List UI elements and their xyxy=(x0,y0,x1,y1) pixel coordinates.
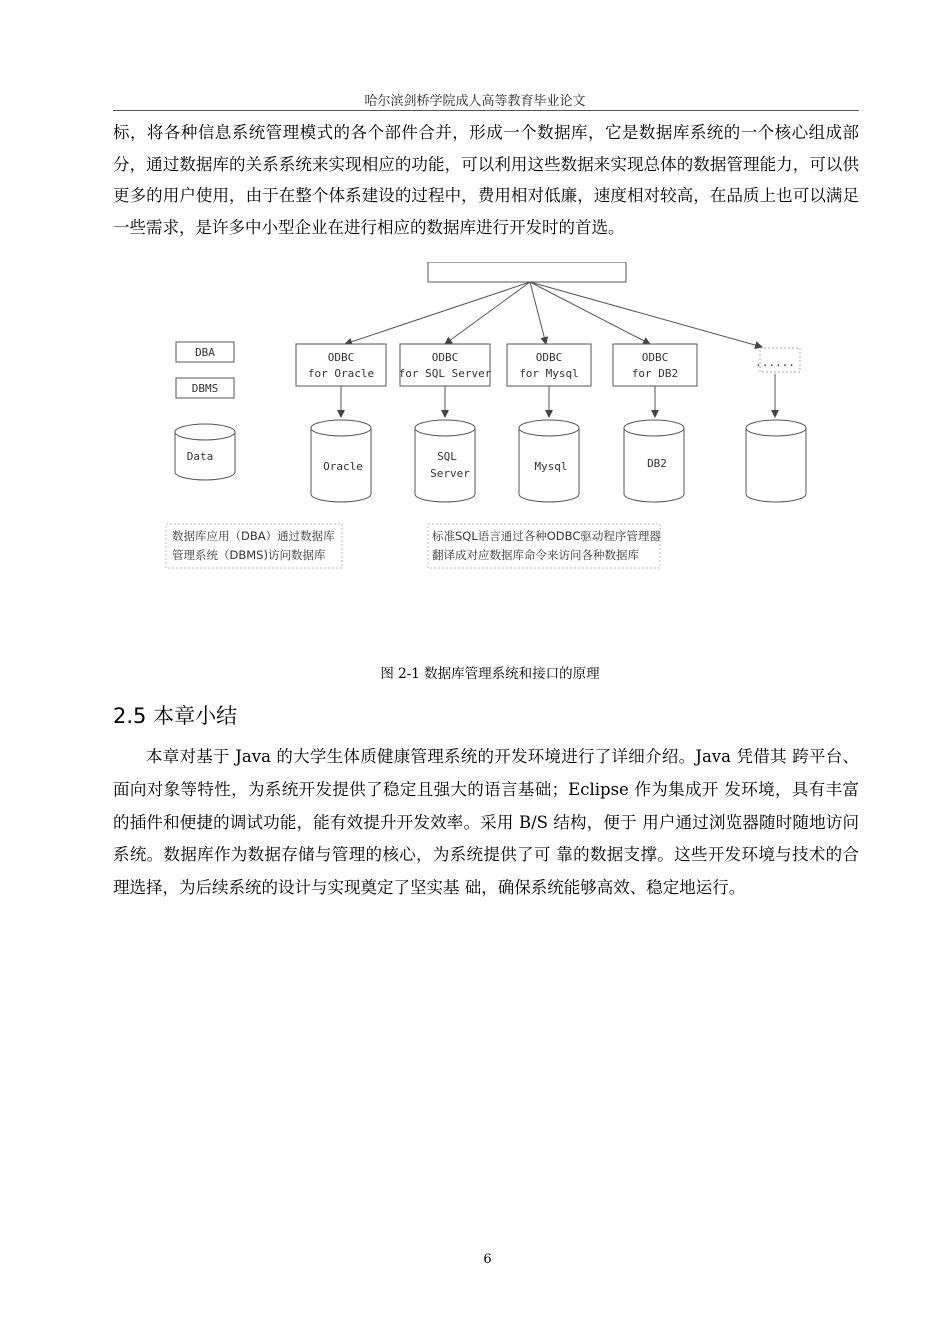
db-label-db2: DB2 xyxy=(647,457,667,470)
section-heading: 2.5 本章小结 xyxy=(113,704,238,728)
note-left-line2: 管理系统（DBMS)访问数据库 xyxy=(172,548,326,562)
db-label-mysql: Mysql xyxy=(534,460,568,473)
driver-oracle xyxy=(296,344,386,386)
header-rule xyxy=(113,110,859,111)
dba-label: DBA xyxy=(195,346,215,359)
figure-caption: 图 2-1 数据库管理系统和接口的原理 xyxy=(380,666,600,682)
driver-db2 xyxy=(613,344,697,386)
db-cylinder-more xyxy=(746,420,806,502)
data-label: Data xyxy=(186,450,214,463)
svg-text:for DB2: for DB2 xyxy=(631,367,679,380)
intro-paragraph: 标，将各种信息系统管理模式的各个部件合并，形成一个数据库，它是数据库系统的一个核心组成部分，通过数据库的关系系统来实现相应的功能，可以利用这些数据来实现总体的数据管理能力，可以供更多的用户使用，由于在整个体系建设的过程中，费用相对低廉，速度相对较高，在品质上也可以满足一些需求，是许多中小型企业在进行相应的数据库进行开发时的首选。 xyxy=(113,123,859,237)
note-right-line2: 翻译成对应数据库命令来访问各种数据库 xyxy=(432,548,639,562)
svg-text:ODBC: ODBC xyxy=(327,351,355,364)
driver-mysql xyxy=(507,344,591,386)
driver-more xyxy=(755,348,800,372)
svg-text:ODBC: ODBC xyxy=(431,351,459,364)
db-label-oracle: Oracle xyxy=(323,460,363,473)
dbms-interface-diagram xyxy=(150,262,830,582)
svg-text:......: ...... xyxy=(755,356,795,369)
manager-arrows xyxy=(345,282,762,347)
note-left-line1: 数据库应用（DBA）通过数据库 xyxy=(172,529,335,543)
db-label-sql: SQL xyxy=(437,450,457,463)
svg-text:for SQL Server: for SQL Server xyxy=(398,367,492,380)
driver-manager-box xyxy=(428,262,626,282)
page-number: 6 xyxy=(483,1252,492,1267)
note-right-line1: 标准SQL语言通过各种ODBC驱动程序管理器 xyxy=(432,529,661,543)
svg-text:for Mysql: for Mysql xyxy=(519,367,579,380)
running-header: 哈尔滨剑桥学院成人高等教育毕业论文 xyxy=(364,94,586,109)
driver-sqlserver xyxy=(399,344,492,386)
svg-text:ODBC: ODBC xyxy=(641,351,669,364)
svg-text:for Oracle: for Oracle xyxy=(307,367,375,380)
dbms-label: DBMS xyxy=(191,382,219,395)
svg-text:ODBC: ODBC xyxy=(535,351,563,364)
db-label-server: Server xyxy=(430,467,470,480)
summary-paragraph: 本章对基于 Java 的大学生体质健康管理系统的开发环境进行了详细介绍。Java 凭借其 跨平台、面向对象等特性，为系统开发提供了稳定且强大的语言基础；Eclipse 作为集成开 发环境，具有丰富的插件和便捷的调试功能，能有效提升开发效率。采用 B/S 结构，便于 用户通过浏览器随时随地访问系统。数据库作为数据存储与管理的核心，为系统提供了可 靠的数据支撑。这些开发环境与技术的合理选择，为后续系统的设计与实现奠定了坚实基 础，确保系统能够高效、稳定地运行。 xyxy=(113,747,859,898)
